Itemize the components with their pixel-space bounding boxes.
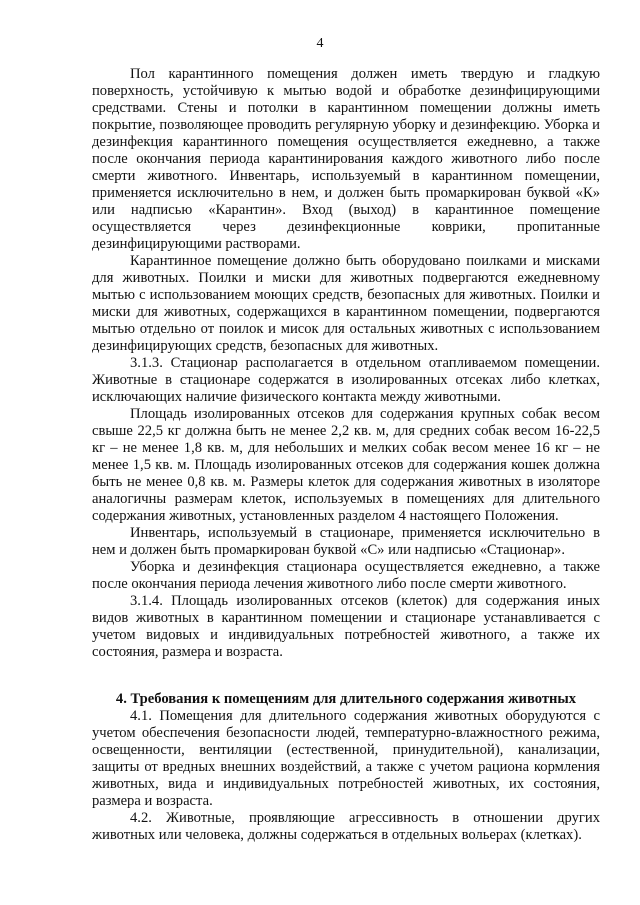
paragraph-quarantine-bowls: Карантинное помещение должно быть оборудовано поилками и мисками для животных. Поилки и миски для животных подвергаются ежедневному мытью с использованием моющих средств, безопасных для животных. Поилки и миски для животных, содержащихся в карантинном помещении, подвергаются мытью отдельно от поилок и мисок для остальных животных с использованием дезинфицирующих средств, безопасных для животных. — [92, 253, 600, 354]
paragraph-enclosure-area: Площадь изолированных отсеков для содержания крупных собак весом свыше 22,5 кг должна быть не менее 2,2 кв. м, для средних собак весом 16-22,5 кг – не менее 1,8 кв. м, для небольших и мелких собак весом менее 16 кг – не менее 1,5 кв. м. Площадь изолированных отсеков для содержания кошек должна быть не менее 0,8 кв. м. Размеры клеток для содержания животных в изоляторе аналогичны размерам клеток, используемых в помещениях для длительного содержания животных, установленных разделом 4 настоящего Положения. — [92, 406, 600, 524]
paragraph-4-2: 4.2. Животные, проявляющие агрессивность в отношении других животных или человека, должны содержаться в отдельных вольерах (клетках). — [92, 810, 600, 843]
document-body — [92, 66, 600, 844]
paragraph-3-1-3: 3.1.3. Стационар располагается в отдельном отапливаемом помещении. Животные в стационаре содержатся в изолированных отсеках либо клетках, исключающих наличие физического контакта между животными. — [92, 355, 600, 405]
paragraph-3-1-4: 3.1.4. Площадь изолированных отсеков (клеток) для содержания иных видов животных в карантинном помещении и стационаре устанавливается с учетом видовых и индивидуальных потребностей животного, а также их состояния, размера и возраста. — [92, 593, 600, 660]
paragraph-4-1: 4.1. Помещения для длительного содержания животных оборудуются с учетом обеспечения безопасности людей, температурно-влажностного режима, освещенности, вентиляции (естественной, принудительной), канализации, защиты от вредных внешних воздействий, а также с учетом рациона кормления животных, вида и индивидуальных потребностей животных, их состояния, размера и возраста. — [92, 708, 600, 809]
page-number: 4 — [316, 36, 324, 51]
paragraph-quarantine-floor: Пол карантинного помещения должен иметь твердую и гладкую поверхность, устойчивую к мытью водой и обработке дезинфицирующими средствами. Стены и потолки в карантинном помещении должны иметь покрытие, позволяющее проводить регулярную уборку и дезинфекцию. Уборка и дезинфекция карантинного помещения осуществляется ежедневно, а также после окончания периода карантинирования каждого животного либо после смерти животного. Инвентарь, используемый в карантинном помещении, применяется исключительно в нем, и должен быть промаркирован буквой «К» или надписью «Карантин». Вход (выход) в карантинное помещение осуществляется через дезинфекционные коврики, пропитанные дезинфицирующими растворами. — [92, 66, 600, 252]
section-heading: 4. Требования к помещениям для длительного содержания животных — [115, 691, 577, 707]
paragraph-hospital-cleaning: Уборка и дезинфекция стационара осуществляется ежедневно, а также после окончания периода лечения животного либо после смерти животного. — [92, 559, 600, 592]
paragraph-hospital-inventory: Инвентарь, используемый в стационаре, применяется исключительно в нем и должен быть промаркирован буквой «С» или надписью «Стационар». — [92, 525, 600, 558]
